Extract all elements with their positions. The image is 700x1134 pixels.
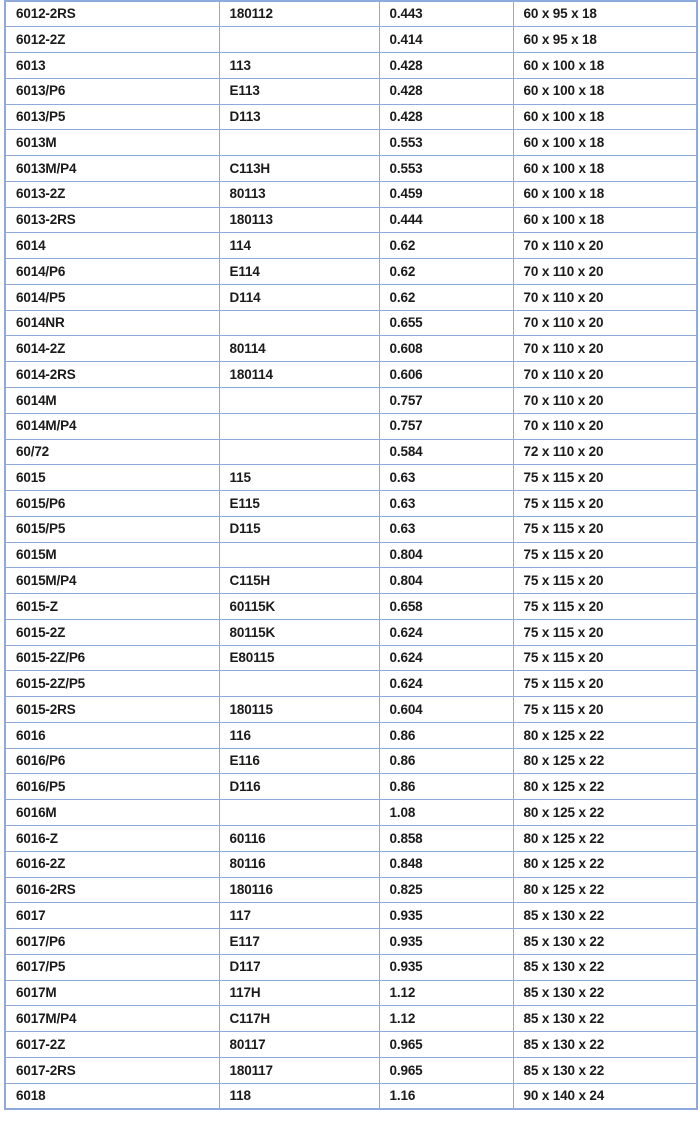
- cell-designation: 6016-2RS: [5, 877, 219, 903]
- cell-dimensions-mm: 80 x 125 x 22: [513, 800, 697, 826]
- cell-dimensions-mm: 70 x 110 x 20: [513, 362, 697, 388]
- cell-old-code: E113: [219, 78, 379, 104]
- cell-designation: 6014-2Z: [5, 336, 219, 362]
- cell-dimensions-mm: 85 x 130 x 22: [513, 1006, 697, 1032]
- cell-weight-kg: 0.624: [379, 671, 513, 697]
- cell-dimensions-mm: 80 x 125 x 22: [513, 877, 697, 903]
- cell-old-code: [219, 671, 379, 697]
- cell-dimensions-mm: 72 x 110 x 20: [513, 439, 697, 465]
- cell-old-code: 118: [219, 1083, 379, 1109]
- cell-dimensions-mm: 85 x 130 x 22: [513, 1032, 697, 1058]
- cell-old-code: 80116: [219, 851, 379, 877]
- cell-designation: 6012-2RS: [5, 1, 219, 27]
- table-row: [5, 362, 697, 388]
- table-row: [5, 27, 697, 53]
- table-row: [5, 1083, 697, 1109]
- table-row: [5, 491, 697, 517]
- cell-old-code: 114: [219, 233, 379, 259]
- table-row: [5, 516, 697, 542]
- cell-old-code: E116: [219, 748, 379, 774]
- cell-old-code: 117: [219, 903, 379, 929]
- cell-weight-kg: 1.16: [379, 1083, 513, 1109]
- cell-dimensions-mm: 75 x 115 x 20: [513, 542, 697, 568]
- cell-old-code: 180112: [219, 1, 379, 27]
- cell-dimensions-mm: 75 x 115 x 20: [513, 491, 697, 517]
- cell-weight-kg: 0.553: [379, 130, 513, 156]
- table-row: [5, 413, 697, 439]
- cell-old-code: D116: [219, 774, 379, 800]
- cell-old-code: 180116: [219, 877, 379, 903]
- cell-designation: 6017M/P4: [5, 1006, 219, 1032]
- cell-dimensions-mm: 60 x 95 x 18: [513, 1, 697, 27]
- cell-weight-kg: 0.86: [379, 722, 513, 748]
- cell-dimensions-mm: 70 x 110 x 20: [513, 413, 697, 439]
- table-row: [5, 594, 697, 620]
- cell-weight-kg: 0.848: [379, 851, 513, 877]
- cell-weight-kg: 0.553: [379, 156, 513, 182]
- cell-old-code: 80117: [219, 1032, 379, 1058]
- cell-old-code: 60115K: [219, 594, 379, 620]
- cell-dimensions-mm: 60 x 100 x 18: [513, 104, 697, 130]
- cell-old-code: E117: [219, 929, 379, 955]
- cell-old-code: 180115: [219, 697, 379, 723]
- cell-dimensions-mm: 85 x 130 x 22: [513, 903, 697, 929]
- table-row: [5, 387, 697, 413]
- table-row: [5, 259, 697, 285]
- table-row: [5, 1057, 697, 1083]
- cell-weight-kg: 0.63: [379, 465, 513, 491]
- cell-dimensions-mm: 75 x 115 x 20: [513, 516, 697, 542]
- cell-dimensions-mm: 60 x 100 x 18: [513, 78, 697, 104]
- table-row: [5, 645, 697, 671]
- table-row: [5, 233, 697, 259]
- cell-old-code: E115: [219, 491, 379, 517]
- cell-old-code: E114: [219, 259, 379, 285]
- cell-designation: 6015-Z: [5, 594, 219, 620]
- table-row: [5, 903, 697, 929]
- cell-old-code: D113: [219, 104, 379, 130]
- cell-weight-kg: 0.414: [379, 27, 513, 53]
- cell-dimensions-mm: 70 x 110 x 20: [513, 259, 697, 285]
- cell-designation: 6016/P6: [5, 748, 219, 774]
- cell-designation: 6013/P5: [5, 104, 219, 130]
- table-row: [5, 697, 697, 723]
- cell-dimensions-mm: 70 x 110 x 20: [513, 387, 697, 413]
- cell-weight-kg: 0.63: [379, 516, 513, 542]
- table-row: [5, 980, 697, 1006]
- cell-dimensions-mm: 70 x 110 x 20: [513, 284, 697, 310]
- cell-weight-kg: 0.655: [379, 310, 513, 336]
- cell-dimensions-mm: 60 x 100 x 18: [513, 53, 697, 79]
- cell-old-code: [219, 27, 379, 53]
- table-row: [5, 826, 697, 852]
- cell-old-code: C115H: [219, 568, 379, 594]
- cell-designation: 6017-2RS: [5, 1057, 219, 1083]
- cell-old-code: 80113: [219, 181, 379, 207]
- cell-weight-kg: 0.935: [379, 929, 513, 955]
- cell-old-code: 80114: [219, 336, 379, 362]
- cell-designation: 6016M: [5, 800, 219, 826]
- cell-old-code: 60116: [219, 826, 379, 852]
- table-row: [5, 954, 697, 980]
- cell-designation: 6017M: [5, 980, 219, 1006]
- cell-dimensions-mm: 75 x 115 x 20: [513, 465, 697, 491]
- table-body: [5, 1, 697, 1109]
- cell-weight-kg: 0.825: [379, 877, 513, 903]
- cell-weight-kg: 0.604: [379, 697, 513, 723]
- cell-dimensions-mm: 80 x 125 x 22: [513, 826, 697, 852]
- cell-old-code: [219, 130, 379, 156]
- cell-weight-kg: 0.62: [379, 284, 513, 310]
- cell-dimensions-mm: 80 x 125 x 22: [513, 722, 697, 748]
- cell-weight-kg: 0.444: [379, 207, 513, 233]
- cell-weight-kg: 0.86: [379, 774, 513, 800]
- cell-old-code: 113: [219, 53, 379, 79]
- cell-old-code: [219, 387, 379, 413]
- table-row: [5, 774, 697, 800]
- cell-weight-kg: 0.428: [379, 104, 513, 130]
- cell-weight-kg: 0.965: [379, 1032, 513, 1058]
- cell-designation: 6017/P6: [5, 929, 219, 955]
- cell-designation: 6016-2Z: [5, 851, 219, 877]
- cell-designation: 6013-2RS: [5, 207, 219, 233]
- cell-designation: 6016: [5, 722, 219, 748]
- cell-weight-kg: 0.459: [379, 181, 513, 207]
- cell-dimensions-mm: 80 x 125 x 22: [513, 774, 697, 800]
- table-row: [5, 439, 697, 465]
- cell-designation: 60/72: [5, 439, 219, 465]
- cell-weight-kg: 1.12: [379, 1006, 513, 1032]
- cell-dimensions-mm: 85 x 130 x 22: [513, 954, 697, 980]
- table-row: [5, 671, 697, 697]
- table-row: [5, 619, 697, 645]
- table-row: [5, 130, 697, 156]
- table-row: [5, 542, 697, 568]
- cell-designation: 6015M: [5, 542, 219, 568]
- cell-designation: 6015/P5: [5, 516, 219, 542]
- table-row: [5, 465, 697, 491]
- table-row: [5, 800, 697, 826]
- table-row: [5, 1, 697, 27]
- cell-dimensions-mm: 70 x 110 x 20: [513, 336, 697, 362]
- cell-dimensions-mm: 70 x 110 x 20: [513, 233, 697, 259]
- table-row: [5, 207, 697, 233]
- table-row: [5, 929, 697, 955]
- cell-old-code: D115: [219, 516, 379, 542]
- cell-designation: 6014-2RS: [5, 362, 219, 388]
- cell-dimensions-mm: 75 x 115 x 20: [513, 568, 697, 594]
- cell-designation: 6014NR: [5, 310, 219, 336]
- cell-designation: 6017-2Z: [5, 1032, 219, 1058]
- cell-weight-kg: 0.443: [379, 1, 513, 27]
- cell-old-code: E80115: [219, 645, 379, 671]
- cell-old-code: [219, 439, 379, 465]
- cell-designation: 6015-2Z: [5, 619, 219, 645]
- cell-dimensions-mm: 70 x 110 x 20: [513, 310, 697, 336]
- table-row: [5, 722, 697, 748]
- table-row: [5, 181, 697, 207]
- table-row: [5, 156, 697, 182]
- cell-designation: 6015/P6: [5, 491, 219, 517]
- cell-dimensions-mm: 75 x 115 x 20: [513, 594, 697, 620]
- cell-weight-kg: 0.608: [379, 336, 513, 362]
- cell-designation: 6013-2Z: [5, 181, 219, 207]
- cell-designation: 6015-2RS: [5, 697, 219, 723]
- cell-old-code: D117: [219, 954, 379, 980]
- table-row: [5, 568, 697, 594]
- cell-weight-kg: 0.935: [379, 903, 513, 929]
- cell-dimensions-mm: 60 x 100 x 18: [513, 181, 697, 207]
- cell-weight-kg: 0.62: [379, 233, 513, 259]
- cell-old-code: C117H: [219, 1006, 379, 1032]
- table-row: [5, 284, 697, 310]
- cell-dimensions-mm: 85 x 130 x 22: [513, 980, 697, 1006]
- cell-dimensions-mm: 80 x 125 x 22: [513, 748, 697, 774]
- cell-designation: 6015: [5, 465, 219, 491]
- cell-old-code: 180113: [219, 207, 379, 233]
- cell-weight-kg: 0.757: [379, 387, 513, 413]
- cell-weight-kg: 0.606: [379, 362, 513, 388]
- cell-designation: 6014/P6: [5, 259, 219, 285]
- cell-weight-kg: 0.62: [379, 259, 513, 285]
- table-row: [5, 104, 697, 130]
- cell-designation: 6015M/P4: [5, 568, 219, 594]
- cell-dimensions-mm: 85 x 130 x 22: [513, 929, 697, 955]
- cell-weight-kg: 0.935: [379, 954, 513, 980]
- cell-weight-kg: 0.624: [379, 619, 513, 645]
- table-row: [5, 1032, 697, 1058]
- cell-old-code: 116: [219, 722, 379, 748]
- cell-designation: 6016-Z: [5, 826, 219, 852]
- table-row: [5, 53, 697, 79]
- cell-weight-kg: 1.12: [379, 980, 513, 1006]
- cell-dimensions-mm: 75 x 115 x 20: [513, 619, 697, 645]
- cell-weight-kg: 1.08: [379, 800, 513, 826]
- table-row: [5, 310, 697, 336]
- cell-designation: 6015-2Z/P5: [5, 671, 219, 697]
- cell-weight-kg: 0.804: [379, 542, 513, 568]
- table-row: [5, 851, 697, 877]
- cell-designation: 6016/P5: [5, 774, 219, 800]
- cell-designation: 6013/P6: [5, 78, 219, 104]
- cell-designation: 6015-2Z/P6: [5, 645, 219, 671]
- table-row: [5, 748, 697, 774]
- cell-designation: 6014/P5: [5, 284, 219, 310]
- cell-weight-kg: 0.624: [379, 645, 513, 671]
- cell-dimensions-mm: 75 x 115 x 20: [513, 645, 697, 671]
- bearing-specifications-table: [4, 0, 698, 1110]
- cell-old-code: 80115K: [219, 619, 379, 645]
- cell-weight-kg: 0.757: [379, 413, 513, 439]
- cell-old-code: 180117: [219, 1057, 379, 1083]
- cell-weight-kg: 0.428: [379, 53, 513, 79]
- cell-weight-kg: 0.804: [379, 568, 513, 594]
- cell-old-code: [219, 413, 379, 439]
- cell-designation: 6012-2Z: [5, 27, 219, 53]
- cell-old-code: [219, 310, 379, 336]
- cell-old-code: C113H: [219, 156, 379, 182]
- cell-old-code: D114: [219, 284, 379, 310]
- cell-designation: 6013M: [5, 130, 219, 156]
- cell-dimensions-mm: 60 x 100 x 18: [513, 130, 697, 156]
- cell-dimensions-mm: 75 x 115 x 20: [513, 697, 697, 723]
- cell-designation: 6013: [5, 53, 219, 79]
- cell-old-code: 117H: [219, 980, 379, 1006]
- cell-designation: 6014M/P4: [5, 413, 219, 439]
- cell-dimensions-mm: 60 x 100 x 18: [513, 156, 697, 182]
- cell-dimensions-mm: 90 x 140 x 24: [513, 1083, 697, 1109]
- cell-dimensions-mm: 85 x 130 x 22: [513, 1057, 697, 1083]
- cell-weight-kg: 0.86: [379, 748, 513, 774]
- cell-designation: 6014: [5, 233, 219, 259]
- cell-old-code: 115: [219, 465, 379, 491]
- cell-weight-kg: 0.428: [379, 78, 513, 104]
- cell-weight-kg: 0.965: [379, 1057, 513, 1083]
- cell-designation: 6017: [5, 903, 219, 929]
- cell-designation: 6014M: [5, 387, 219, 413]
- cell-old-code: [219, 800, 379, 826]
- cell-weight-kg: 0.63: [379, 491, 513, 517]
- cell-old-code: [219, 542, 379, 568]
- cell-designation: 6017/P5: [5, 954, 219, 980]
- cell-designation: 6018: [5, 1083, 219, 1109]
- cell-dimensions-mm: 80 x 125 x 22: [513, 851, 697, 877]
- cell-dimensions-mm: 60 x 100 x 18: [513, 207, 697, 233]
- table-row: [5, 877, 697, 903]
- cell-dimensions-mm: 75 x 115 x 20: [513, 671, 697, 697]
- cell-weight-kg: 0.658: [379, 594, 513, 620]
- cell-dimensions-mm: 60 x 95 x 18: [513, 27, 697, 53]
- cell-designation: 6013M/P4: [5, 156, 219, 182]
- cell-weight-kg: 0.584: [379, 439, 513, 465]
- table-row: [5, 1006, 697, 1032]
- table-row: [5, 78, 697, 104]
- cell-weight-kg: 0.858: [379, 826, 513, 852]
- cell-old-code: 180114: [219, 362, 379, 388]
- table-row: [5, 336, 697, 362]
